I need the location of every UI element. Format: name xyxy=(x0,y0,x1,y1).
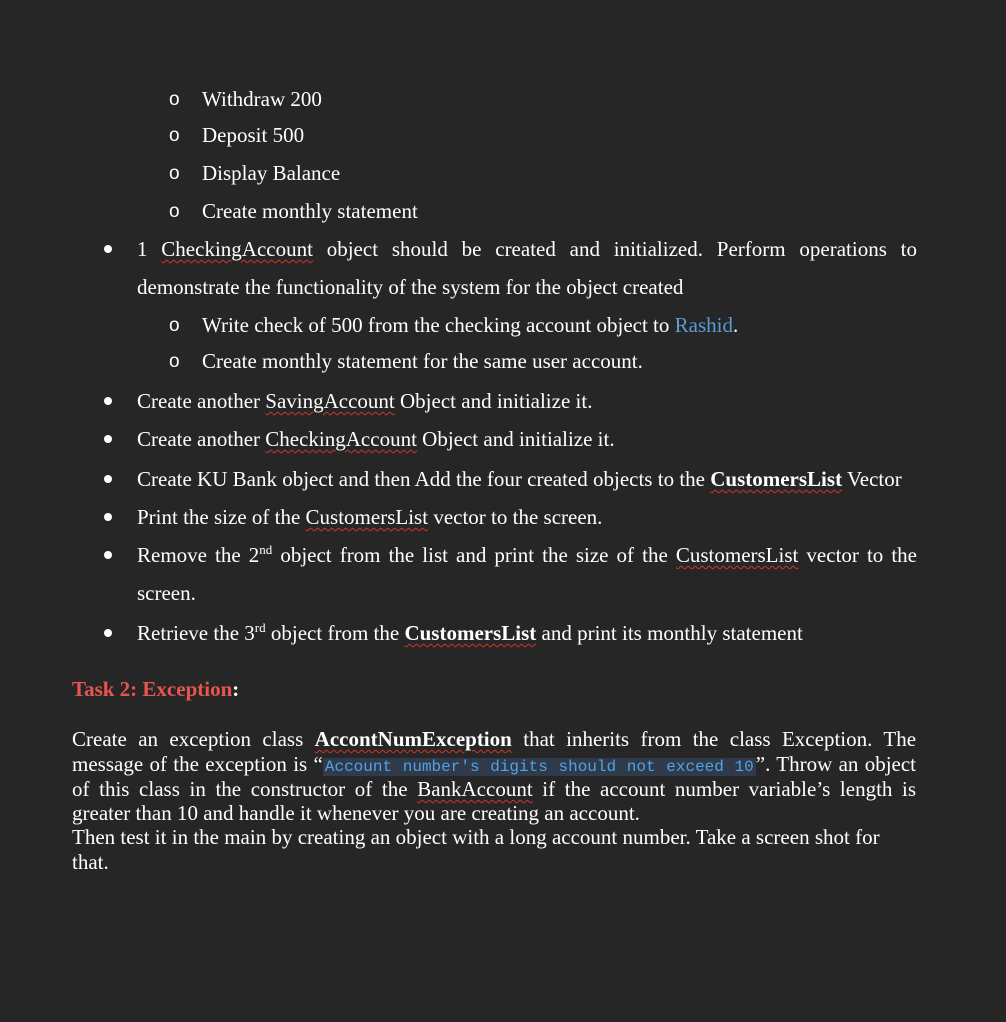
bullet-text-line: demonstrate the functionality of the system for the object created xyxy=(137,275,684,299)
class-name: SavingAccount xyxy=(265,389,395,413)
bullet-text-line: Remove the 2nd object from the list and print the size of the CustomersList vector to the xyxy=(137,542,918,567)
sub-bullet-marker: o xyxy=(169,89,180,110)
section-heading: Task 2: Exception: xyxy=(72,677,240,701)
exception-message-code: Account number's digits should not exceed 10 xyxy=(324,758,754,776)
paragraph-line: greater than 10 and handle it whenever you are creating an account. xyxy=(72,801,640,825)
bullet-text-line: 1 CheckingAccount object should be created and initialized. Perform operations to xyxy=(137,237,917,261)
class-name: CustomersList xyxy=(710,467,843,491)
bullet-dot xyxy=(104,629,112,637)
sub-item-text: Create monthly statement for the same user account. xyxy=(202,349,643,373)
class-name: AccontNumException xyxy=(314,727,512,751)
paragraph-line: Then test it in the main by creating an object with a long account number. Take a screen shot for xyxy=(72,825,880,849)
bullet-dot xyxy=(104,475,112,483)
bullet-dot xyxy=(104,435,112,443)
bullet-dot xyxy=(104,397,112,405)
sub-bullet-marker: o xyxy=(169,125,180,146)
class-name: CustomersList xyxy=(305,505,429,529)
bullet-text-line: Create another SavingAccount Object and initialize it. xyxy=(137,389,593,413)
bullet-text-line: Print the size of the CustomersList vector to the screen. xyxy=(137,505,603,529)
bullet-dot xyxy=(104,245,112,253)
class-name: CustomersList xyxy=(675,543,799,567)
sub-bullet-marker: o xyxy=(169,315,180,336)
class-name: BankAccount xyxy=(417,777,533,801)
sub-bullet-marker: o xyxy=(169,163,180,184)
sub-item-text: Withdraw 200 xyxy=(202,87,322,111)
paragraph-line: Create an exception class AccontNumException that inherits from the class Exception. The xyxy=(72,727,917,751)
name-link: Rashid xyxy=(674,313,733,337)
bullet-text-line: Retrieve the 3rd object from the CustomersList and print its monthly statement xyxy=(137,620,803,645)
bullet-text-line: Create KU Bank object and then Add the four created objects to the CustomersList Vector xyxy=(137,467,902,491)
sub-bullet-marker: o xyxy=(169,351,180,372)
sub-bullet-marker: o xyxy=(169,201,180,222)
paragraph-line: message of the exception is “ Account number's digits should not exceed 10”. Throw an object xyxy=(72,752,917,776)
sub-item-text: Write check of 500 from the checking account object to Rashid. xyxy=(202,313,739,337)
bullet-dot xyxy=(104,551,112,559)
class-name: CheckingAccount xyxy=(161,237,313,261)
sub-item-text: Deposit 500 xyxy=(202,123,305,147)
bullet-text-line: screen. xyxy=(137,581,196,605)
bullet-text-line: Create another CheckingAccount Object and initialize it. xyxy=(137,427,615,451)
sub-item-text: Display Balance xyxy=(202,161,341,185)
paragraph-line: that. xyxy=(72,850,109,874)
paragraph-line: of this class in the constructor of the BankAccount if the account number variable’s length is xyxy=(72,777,917,801)
sub-item-text: Create monthly statement xyxy=(202,199,418,223)
bullet-dot xyxy=(104,513,112,521)
class-name: CheckingAccount xyxy=(265,427,417,451)
class-name: CustomersList xyxy=(404,621,537,645)
